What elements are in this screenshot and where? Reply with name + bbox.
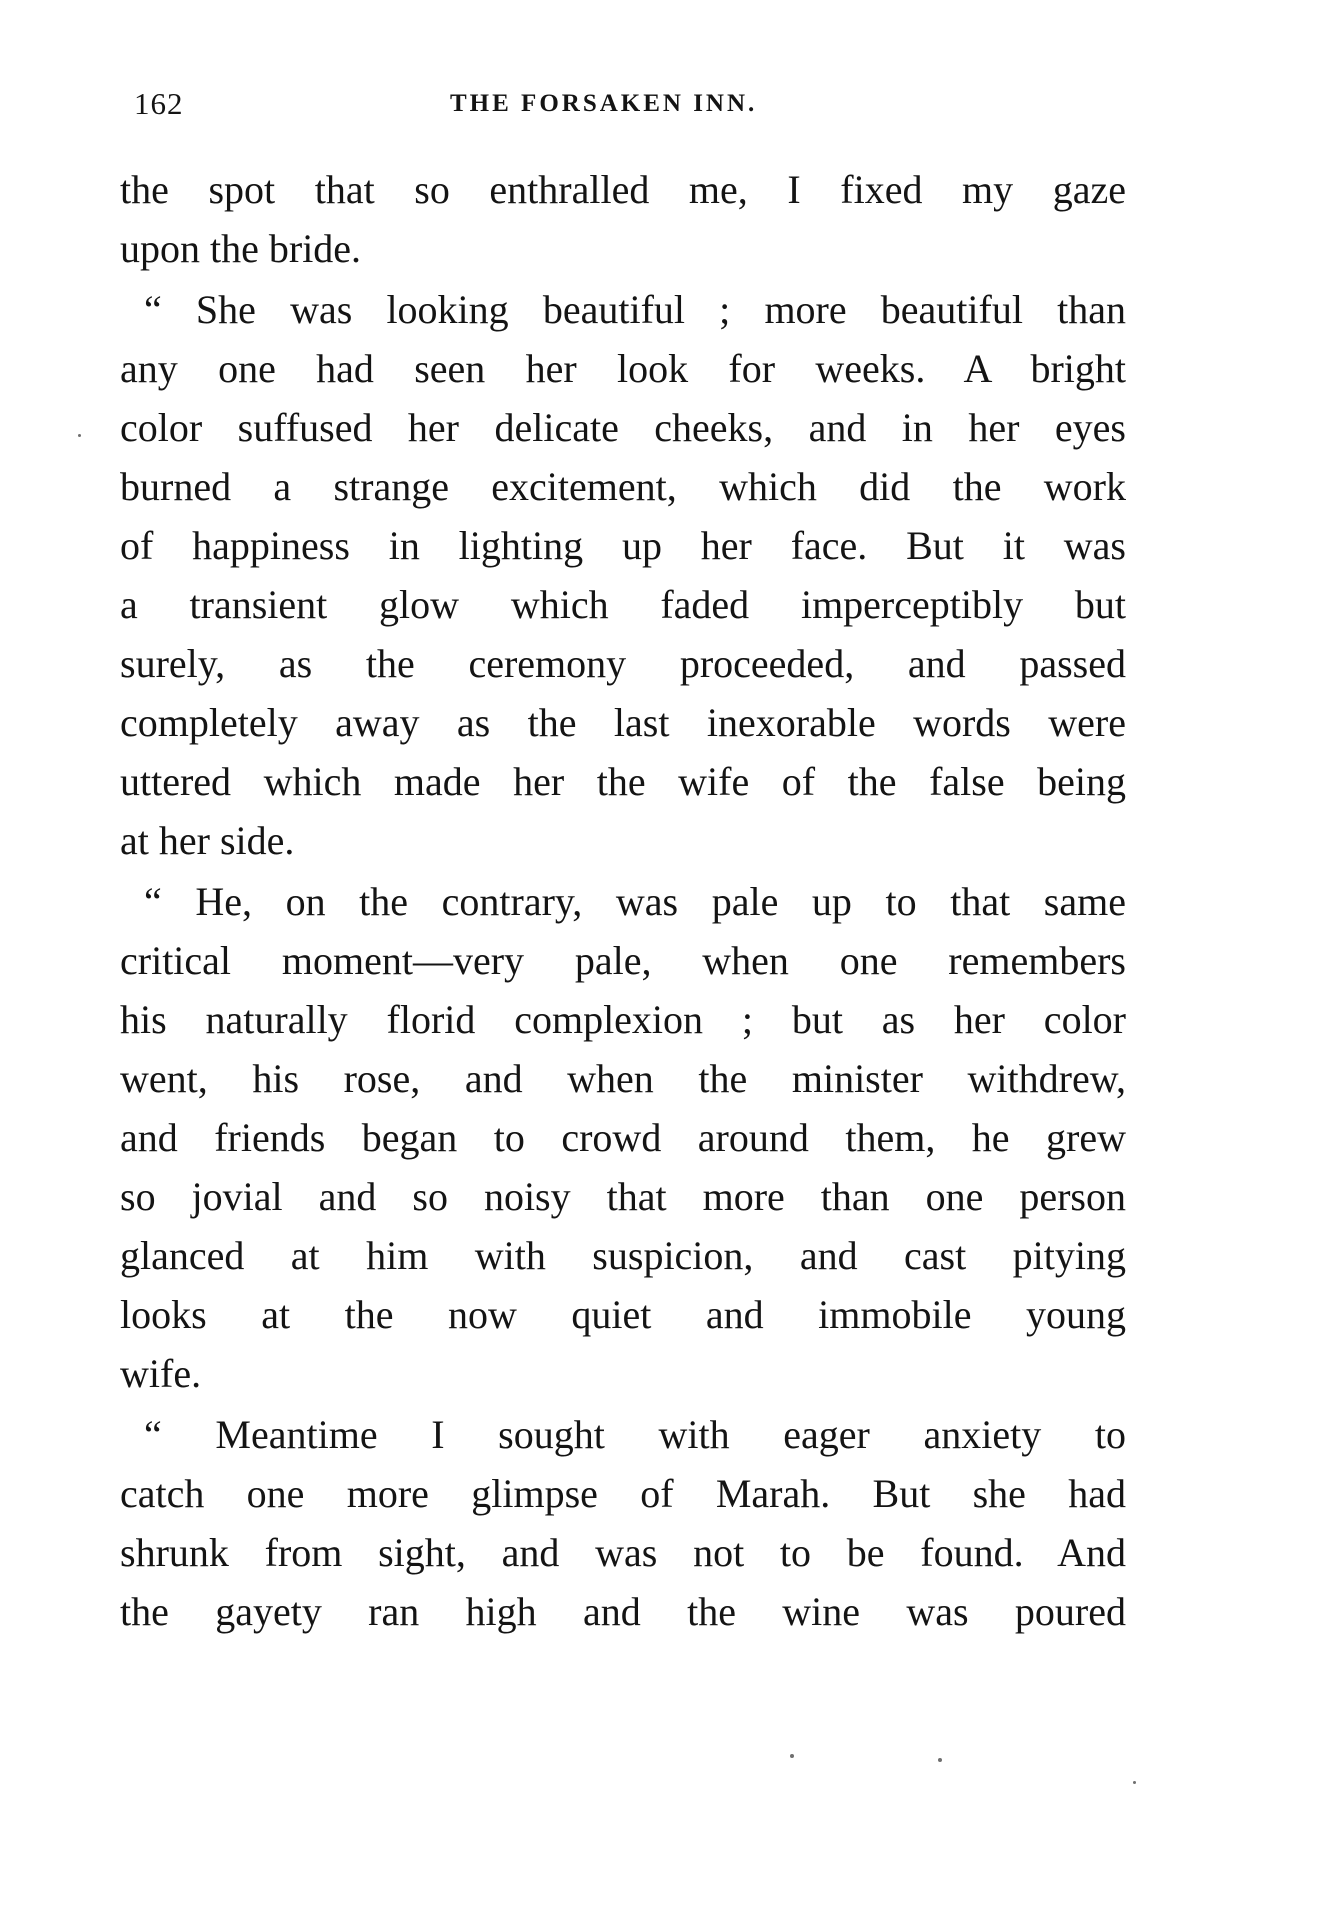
text-line: catch one more glimpse of Marah. But she had (120, 1471, 1126, 1516)
text-line: his naturally florid complexion ; but as her color (120, 997, 1126, 1042)
text-line: the gayety ran high and the wine was poured (120, 1589, 1126, 1634)
text-line: glanced at him with suspicion, and cast pitying (120, 1233, 1126, 1278)
text-line: color suffused her delicate cheeks, and in her eyes (120, 405, 1126, 450)
running-title: THE FORSAKEN INN. (450, 90, 758, 117)
text-line: and friends began to crowd around them, he grew (120, 1115, 1126, 1160)
text-line: surely, as the ceremony proceeded, and passed (120, 641, 1126, 686)
text-line: looks at the now quiet and immobile young (120, 1292, 1126, 1337)
text-line: shrunk from sight, and was not to be found. And (120, 1530, 1126, 1575)
text-line: of happiness in lighting up her face. But it was (120, 523, 1126, 568)
running-head (120, 86, 1130, 126)
paragraph-start-line: “ She was looking beautiful ; more beautiful than (144, 287, 1126, 332)
paper-speck (790, 1754, 794, 1758)
text-line: critical moment—very pale, when one remembers (120, 938, 1126, 983)
text-line: upon the bride. (120, 226, 362, 271)
paper-speck (1133, 1781, 1136, 1784)
text-line: so jovial and so noisy that more than one person (120, 1174, 1126, 1219)
body-text (120, 160, 1126, 1641)
text-line: at her side. (120, 818, 295, 863)
text-line: went, his rose, and when the minister withdrew, (120, 1056, 1126, 1101)
paper-speck (938, 1758, 942, 1762)
text-line: a transient glow which faded imperceptibly but (120, 582, 1126, 627)
text-line: completely away as the last inexorable words were (120, 700, 1126, 745)
text-line: any one had seen her look for weeks. A bright (120, 346, 1126, 391)
paper-speck (78, 434, 81, 437)
text-line: the spot that so enthralled me, I fixed my gaze (120, 167, 1126, 212)
page-number: 162 (134, 86, 184, 121)
text-line: burned a strange excitement, which did the work (120, 464, 1126, 509)
paragraph-start-line: “ Meantime I sought with eager anxiety to (144, 1412, 1126, 1457)
text-line: wife. (120, 1351, 202, 1396)
paragraph-start-line: “ He, on the contrary, was pale up to that same (144, 879, 1126, 924)
text-line: uttered which made her the wife of the false being (120, 759, 1126, 804)
